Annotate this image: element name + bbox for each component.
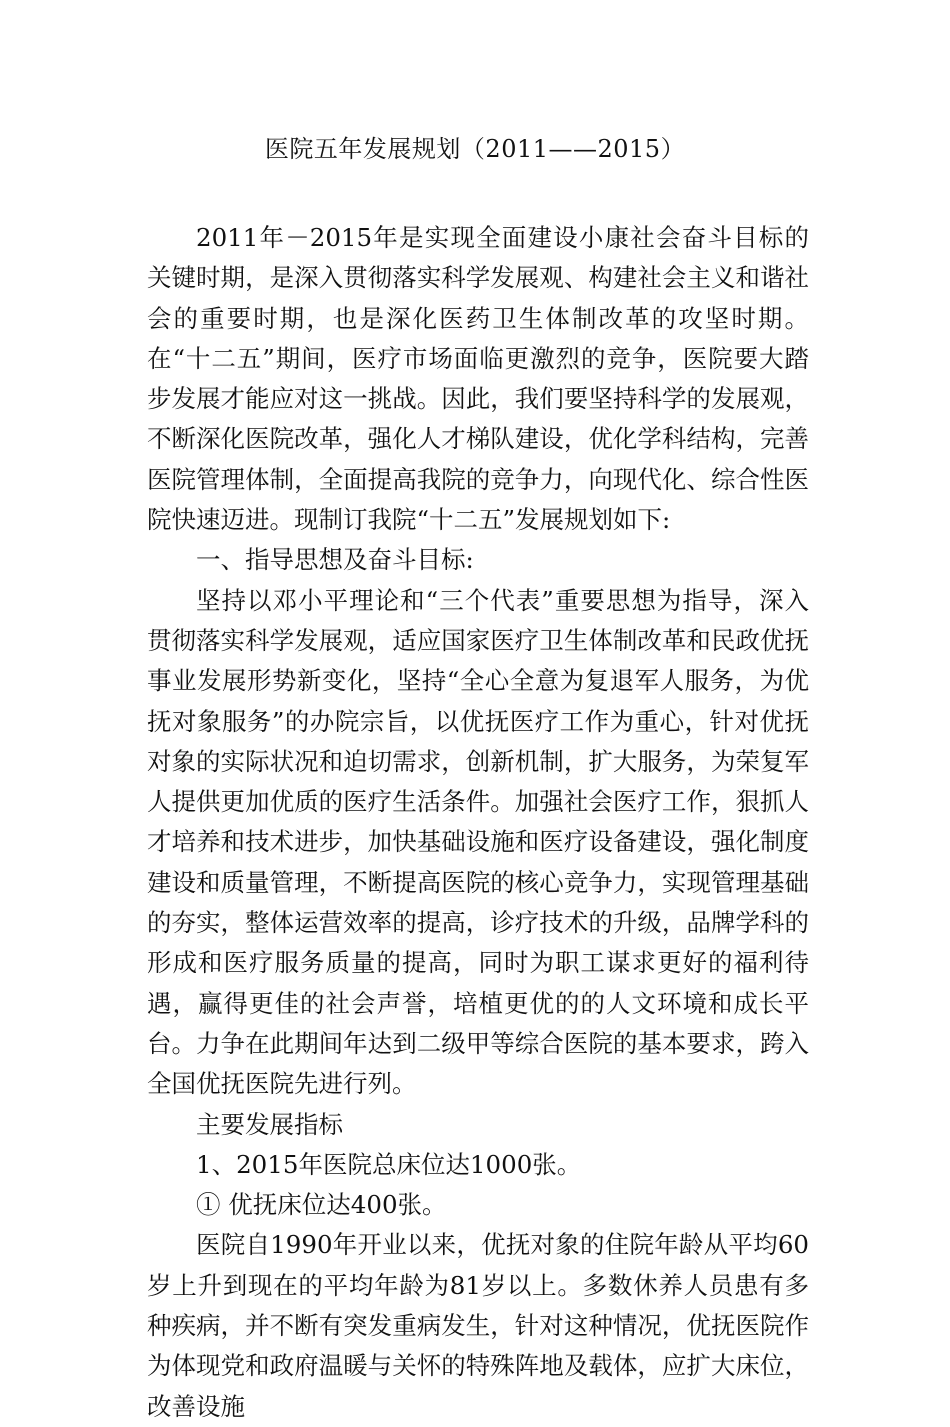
paragraph-bed-background: 医院自1990年开业以来，优抚对象的住院年龄从平均60岁上升到现在的平均年龄为81岁以上。多数休养人员患有多种疾病，并不断有突发重病发生，针对这种情况，优抚医院作为体现党和政府温暖与关怀的特殊阵地及载体，应扩大床位，改善设施 (147, 1230, 809, 1421)
paragraph-guiding-ideology: 坚持以邓小平理论和“三个代表”重要思想为指导，深入贯彻落实科学发展观，适应国家医疗卫生体制改革和民政优抚事业发展形势新变化，坚持“全心全意为复退军人服务，为优抚对象服务”的办院宗旨，以优抚医疗工作为重心，针对优抚对象的实际状况和迫切需求，创新机制，扩大服务，为荣复军人提供更加优质的医疗生活条件。加强社会医疗工作，狠抓人才培养和技术进步，加快基础设施和医疗设备建设，强化制度建设和质量管理，不断提高医院的核心竞争力，实现管理基础的夯实，整体运营效率的提高，诊疗技术的升级，品牌学科的形成和医疗服务质量的提高，同时为职工谋求更好的福利待遇，赢得更佳的社会声誉，培植更优的的人文环境和成长平台。力争在此期间年达到二级甲等综合医院的基本要求，跨入全国优抚医院先进行列。 (147, 585, 809, 1099)
section-heading-guiding-ideology: 一、指导思想及奋斗目标: (196, 545, 474, 575)
paragraph-intro: 2011年－2015年是实现全面建设小康社会奋斗目标的关键时期，是深入贯彻落实科学发展观、构建社会主义和谐社会的重要时期，也是深化医药卫生体制改革的攻坚时期。在“十二五”期间，医疗市场面临更激烈的竞争，医院要大踏步发展才能应对这一挑战。因此，我们要坚持科学的发展观，不断深化医院改革，强化人才梯队建设，优化学科结构，完善医院管理体制，全面提高我院的竞争力，向现代化、综合性医院快速迈进。现制订我院“十二五”发展规划如下: (147, 223, 809, 535)
document-body (147, 218, 809, 1427)
indicator-total-beds: 1、2015年医院总床位达1000张。 (196, 1149, 582, 1179)
indicator-special-care-beds: ① 优抚床位达400张。 (196, 1190, 447, 1220)
subheading-main-indicators: 主要发展指标 (196, 1109, 343, 1139)
document-title: 医院五年发展规划（2011——2015） (264, 135, 686, 163)
